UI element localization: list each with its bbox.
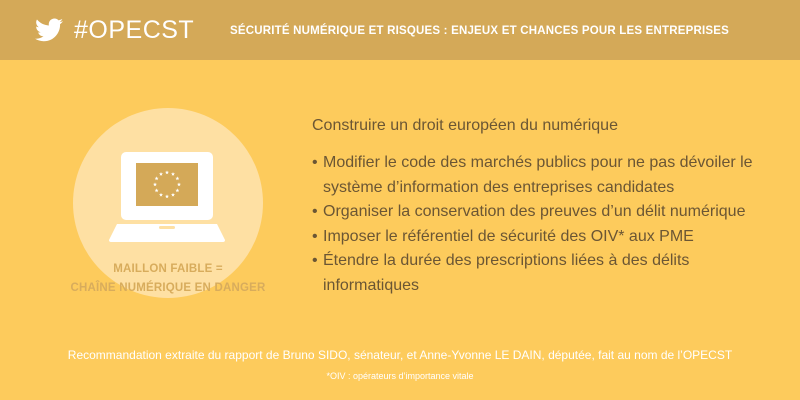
list-item: • Organiser la conservation des preuves d’un délit numérique [312,200,782,225]
caption-line-2: CHAÎNE NUMÉRIQUE EN DANGER [70,282,266,294]
twitter-bird-icon[interactable] [35,18,63,42]
recommendation-list [312,151,782,298]
laptop-eu-flag-icon [107,150,227,244]
source-note: Recommandation extraite du rapport de Bruno SIDO, sénateur, et Anne-Yvonne LE DAIN, députée, fait au nom de l’OPECST [67,348,733,362]
illustration-caption [60,260,276,298]
list-item: • Modifier le code des marchés publics pour ne pas dévoiler le système d’information des entreprises candidates [312,151,782,200]
list-item: • Étendre la durée des prescriptions liées à des délits informatiques [312,249,782,298]
section-title: Construire un droit européen du numérique [312,117,618,134]
list-item: • Imposer le référentiel de sécurité des OIV* aux PME [312,225,782,250]
hashtag-label[interactable]: #OPECST [74,16,195,44]
footnote: *OIV : opérateurs d’importance vitale [326,371,474,381]
caption-line-1: MAILLON FAIBLE = [113,263,223,275]
header-title: SÉCURITÉ NUMÉRIQUE ET RISQUES : ENJEUX ET CHANCES POUR LES ENTREPRISES [230,25,729,37]
header-bar [0,0,800,60]
